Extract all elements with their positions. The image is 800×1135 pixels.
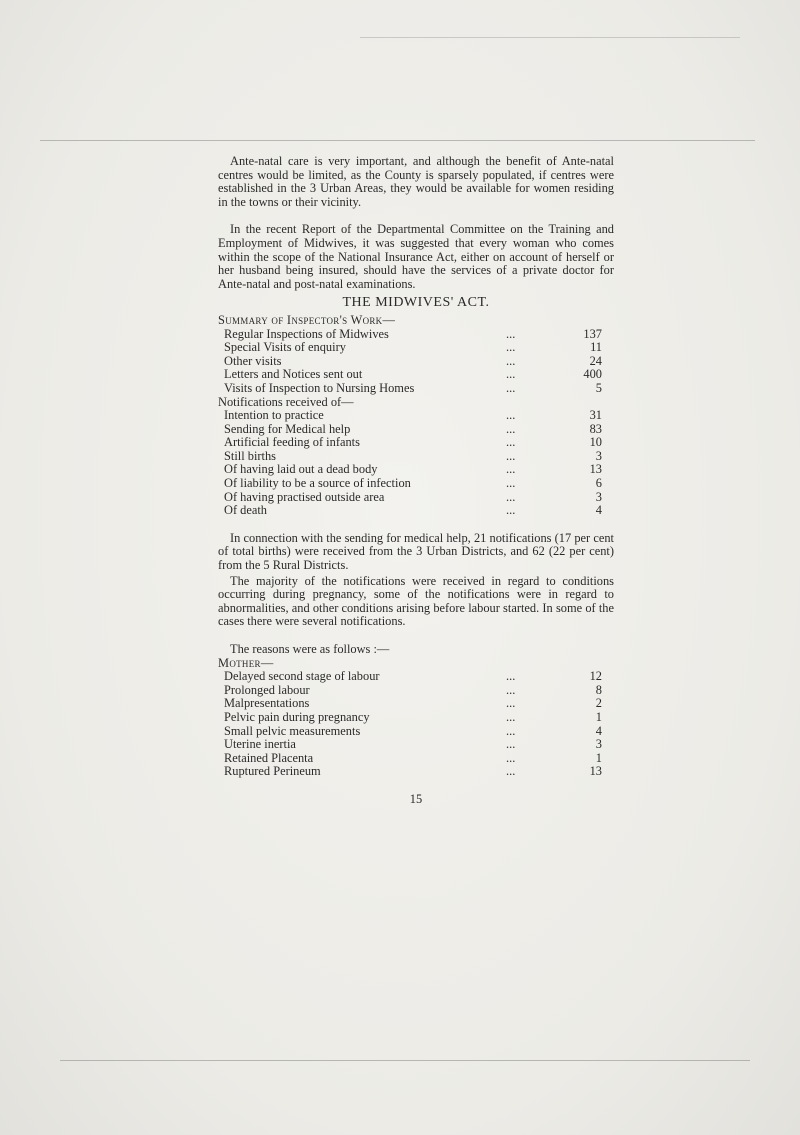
- row-value: 10: [589, 435, 602, 450]
- row-label: Retained Placenta: [224, 751, 314, 765]
- row-label: Uterine inertia: [224, 738, 296, 752]
- row-label: Small pelvic measurements: [224, 724, 361, 738]
- row-value: 83: [589, 421, 602, 436]
- row-leader-dots: ...: [506, 476, 516, 491]
- scan-edge-upper: [40, 140, 755, 141]
- table-row: [224, 765, 614, 779]
- row-label: Other visits: [224, 354, 282, 368]
- row-label: Delayed second stage of labour: [224, 670, 380, 684]
- row-label: Ruptured Perineum: [224, 765, 321, 779]
- row-label: Still births: [224, 449, 276, 463]
- table-row: [224, 477, 614, 491]
- table-row: [224, 670, 614, 684]
- row-value: 13: [589, 764, 602, 779]
- row-value: 31: [589, 408, 602, 423]
- row-value: 400: [583, 367, 602, 382]
- table-row: [224, 368, 614, 382]
- row-leader-dots: ...: [506, 709, 516, 724]
- row-leader-dots: ...: [506, 380, 516, 395]
- row-value: 1: [595, 750, 602, 765]
- page-number: 15: [409, 791, 423, 806]
- row-leader-dots: ...: [506, 682, 516, 697]
- row-leader-dots: ...: [506, 503, 516, 518]
- row-label: Intention to practice: [224, 409, 324, 423]
- table-row: [224, 752, 614, 766]
- row-label: Of having practised outside area: [224, 490, 385, 504]
- row-value: 1: [595, 709, 602, 724]
- row-label: Prolonged labour: [224, 683, 310, 697]
- row-label: Artificial feeding of infants: [224, 436, 360, 450]
- row-label: Visits of Inspection to Nursing Homes: [224, 381, 415, 395]
- row-value: 137: [583, 326, 602, 341]
- row-leader-dots: ...: [506, 408, 516, 423]
- row-leader-dots: ...: [506, 340, 516, 355]
- row-value: 3: [595, 737, 602, 752]
- row-leader-dots: ...: [506, 435, 516, 450]
- scan-edge-bottom: [60, 1060, 750, 1061]
- row-label: Regular Inspections of Midwives: [224, 327, 389, 341]
- row-leader-dots: ...: [506, 448, 516, 463]
- row-value: 12: [589, 669, 602, 684]
- table-row: [224, 738, 614, 752]
- table-row: [224, 328, 614, 342]
- section-title: THE MIDWIVES' ACT.: [342, 295, 490, 311]
- row-leader-dots: ...: [506, 750, 516, 765]
- notifications-list: [224, 409, 614, 518]
- summary-list: [224, 328, 614, 396]
- summary-heading: Summary of Inspector's Work—: [218, 312, 396, 327]
- row-leader-dots: ...: [506, 421, 516, 436]
- paragraph-report: In the recent Report of the Departmental Committee on the Training and Employment of Midwives, it was suggested that every woman who comes within the scope of the National Insurance Act, either on account of herself or her husband being insured, should have the services of a private doctor for Ante-natal and post-natal examinations.: [218, 222, 614, 291]
- table-row: [224, 697, 614, 711]
- row-leader-dots: ...: [506, 737, 516, 752]
- table-row: [224, 711, 614, 725]
- table-row: [224, 504, 614, 518]
- row-value: 4: [595, 503, 602, 518]
- row-label: Malpresentations: [224, 697, 310, 711]
- row-leader-dots: ...: [506, 696, 516, 711]
- row-value: 6: [595, 476, 602, 491]
- table-row: [224, 725, 614, 739]
- row-leader-dots: ...: [506, 367, 516, 382]
- table-row: [224, 382, 614, 396]
- reasons-list: [224, 670, 614, 779]
- row-value: 4: [595, 723, 602, 738]
- row-leader-dots: ...: [506, 669, 516, 684]
- row-leader-dots: ...: [506, 489, 516, 504]
- row-leader-dots: ...: [506, 764, 516, 779]
- reasons-intro: The reasons were as follows :—: [230, 642, 390, 656]
- row-value: 2: [595, 696, 602, 711]
- row-label: Sending for Medical help: [224, 422, 351, 436]
- row-leader-dots: ...: [506, 326, 516, 341]
- row-value: 3: [595, 448, 602, 463]
- table-row: [224, 341, 614, 355]
- row-label: Of liability to be a source of infection: [224, 477, 411, 491]
- row-value: 3: [595, 489, 602, 504]
- row-value: 8: [595, 682, 602, 697]
- table-row: [224, 491, 614, 505]
- row-value: 11: [590, 340, 602, 355]
- page-content: [218, 155, 614, 807]
- mother-heading: Mother—: [218, 655, 274, 670]
- paragraph-antenatal: Ante-natal care is very important, and although the benefit of Ante-natal centres would be limited, as the County is sparsely populated, if centres were established in the 3 Urban Areas, they would be available for women residing in the towns or their vicinity.: [218, 154, 614, 209]
- row-value: 24: [589, 353, 602, 368]
- table-row: [224, 423, 614, 437]
- paragraph-medical-help: In connection with the sending for medical help, 21 notifications (17 per cent of total births) were received from the 3 Urban Districts, and 62 (22 per cent) from the 5 Rural Districts.: [218, 530, 614, 573]
- table-row: [224, 436, 614, 450]
- row-label: Of having laid out a dead body: [224, 463, 378, 477]
- table-row: [224, 409, 614, 423]
- notifications-heading: Notifications received of—: [218, 394, 354, 409]
- row-leader-dots: ...: [506, 723, 516, 738]
- row-label: Pelvic pain during pregnancy: [224, 710, 370, 724]
- row-label: Letters and Notices sent out: [224, 368, 363, 382]
- scan-edge-top: [360, 37, 740, 38]
- paragraph-conditions: The majority of the notifications were received in regard to conditions occurring during pregnancy, some of the notifications were in regard to abnormalities, and other conditions arising before labour started. In some of the cases there were several notifications.: [218, 573, 614, 629]
- table-row: [224, 355, 614, 369]
- table-row: [224, 463, 614, 477]
- row-label: Of death: [224, 504, 268, 518]
- table-row: [224, 684, 614, 698]
- table-row: [224, 450, 614, 464]
- row-value: 5: [595, 380, 602, 395]
- row-leader-dots: ...: [506, 462, 516, 477]
- row-value: 13: [589, 462, 602, 477]
- row-label: Special Visits of enquiry: [224, 341, 346, 355]
- row-leader-dots: ...: [506, 353, 516, 368]
